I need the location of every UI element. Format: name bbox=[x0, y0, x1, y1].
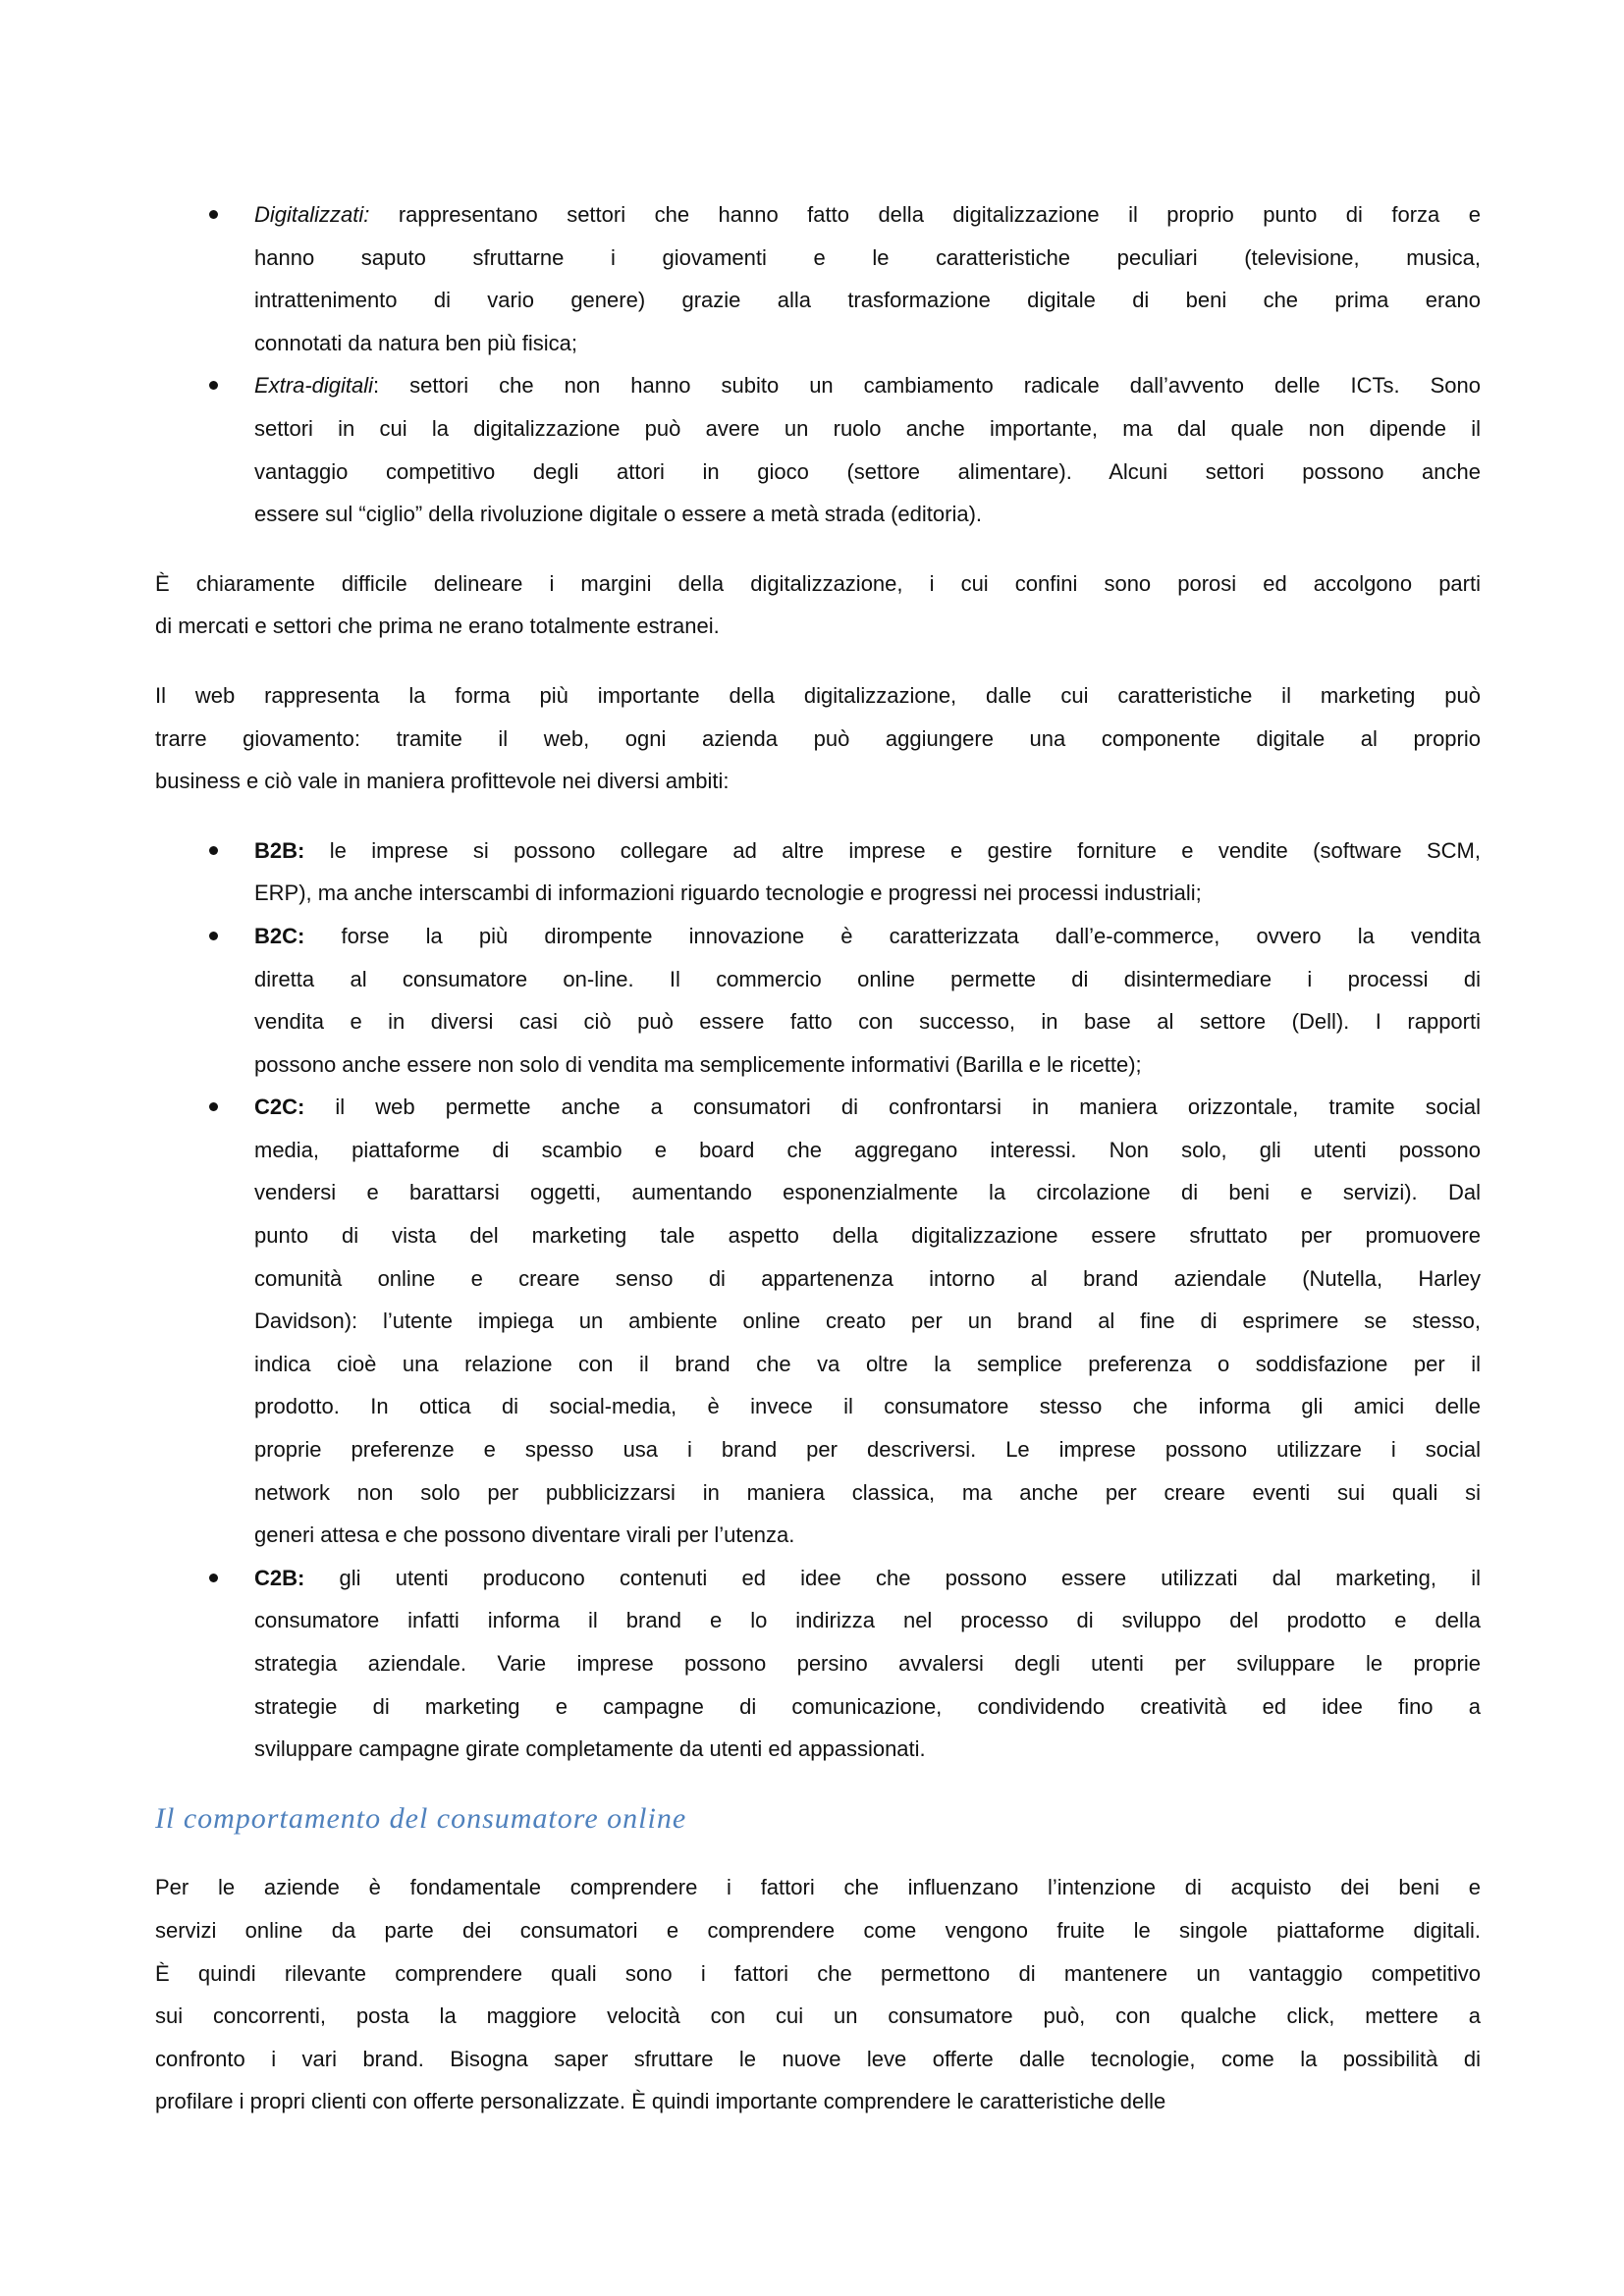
text-line: settori in cui la digitalizzazione può avere un ruolo anche importante, ma dal quale non dipende il bbox=[254, 415, 1481, 441]
item-term: B2C: bbox=[254, 923, 305, 948]
text-line bbox=[254, 915, 1481, 958]
list-item bbox=[155, 915, 1481, 1086]
text-line: Davidson): l’utente impiega un ambiente online creato per un brand al fine di esprimere se stesso, bbox=[254, 1308, 1481, 1334]
text-line: sui concorrenti, posta la maggiore velocità con cui un consumatore può, con qualche click, mettere a bbox=[155, 2003, 1481, 2029]
text-line bbox=[254, 193, 1481, 237]
text-line: generi attesa e che possono diventare virali per l’utenza. bbox=[254, 1522, 795, 1548]
list-item bbox=[155, 1557, 1481, 1771]
item-text: gli utenti producono contenuti ed idee che possono essere utilizzati dal marketing, il bbox=[304, 1565, 1481, 1590]
text-line: È chiaramente difficile delineare i margini della digitalizzazione, i cui confini sono porosi ed accolgono parti bbox=[155, 570, 1481, 596]
text-line: media, piattaforme di scambio e board che aggregano interessi. Non solo, gli utenti possono bbox=[254, 1137, 1481, 1162]
paragraph-consumer bbox=[155, 1866, 1481, 2123]
text-line: proprie preferenze e spesso usa i brand per descriversi. Le imprese possono utilizzare i social bbox=[254, 1437, 1481, 1463]
bullet-icon bbox=[209, 381, 218, 390]
text-line: hanno saputo sfruttarne i giovamenti e le caratteristiche peculiari (televisione, musica, bbox=[254, 244, 1481, 270]
text-line bbox=[254, 364, 1481, 407]
text-line: business e ciò vale in maniera profittevole nei diversi ambiti: bbox=[155, 769, 730, 794]
text-line: vendita e in diversi casi ciò può essere fatto con successo, in base al settore (Dell). I rapporti bbox=[254, 1009, 1481, 1035]
item-text: : settori che non hanno subito un cambiamento radicale dall’avvento delle ICTs. Sono bbox=[373, 373, 1481, 399]
item-term: C2B: bbox=[254, 1565, 305, 1590]
text-line: trarre giovamento: tramite il web, ogni azienda può aggiungere una componente digitale al proprio bbox=[155, 725, 1481, 751]
item-term: Digitalizzati: bbox=[254, 202, 370, 227]
text-line: sviluppare campagne girate completamente da utenti ed appassionati. bbox=[254, 1736, 926, 1762]
item-text: il web permette anche a consumatori di confrontarsi in maniera orizzontale, tramite social bbox=[304, 1095, 1481, 1120]
section-heading: Il comportamento del consumatore online bbox=[155, 1801, 687, 1835]
paragraph-web bbox=[155, 674, 1481, 803]
text-line: intrattenimento di vario genere) grazie alla trasformazione digitale di beni che prima erano bbox=[254, 288, 1481, 313]
text-line: Per le aziende è fondamentale comprendere i fattori che influenzano l’intenzione di acquisto dei beni e bbox=[155, 1875, 1481, 1900]
text-line: strategie di marketing e campagne di comunicazione, condividendo creatività ed idee fino a bbox=[254, 1693, 1481, 1719]
text-line: confronto i vari brand. Bisogna saper sfruttare le nuove leve offerte dalle tecnologie, come la possibilità di bbox=[155, 2046, 1481, 2071]
text-line: servizi online da parte dei consumatori e comprendere come vengono fruite le singole piattaforme digitali. bbox=[155, 1917, 1481, 1943]
text-line: indica cioè una relazione con il brand che va oltre la semplice preferenza o soddisfazione per il bbox=[254, 1351, 1481, 1376]
list-item bbox=[155, 1086, 1481, 1557]
bullet-icon bbox=[209, 1102, 218, 1111]
sector-list bbox=[155, 193, 1481, 536]
list-item bbox=[155, 829, 1481, 915]
text-line: connotati da natura ben più fisica; bbox=[254, 330, 578, 355]
list-item bbox=[155, 364, 1481, 535]
item-term: B2B: bbox=[254, 837, 305, 863]
text-line: comunità online e creare senso di appartenenza intorno al brand aziendale (Nutella, Harley bbox=[254, 1265, 1481, 1291]
text-line bbox=[254, 1086, 1481, 1129]
text-line: essere sul “ciglio” della rivoluzione digitale o essere a metà strada (editoria). bbox=[254, 502, 983, 527]
text-line: Il web rappresenta la forma più importante della digitalizzazione, dalle cui caratteristiche il marketing può bbox=[155, 682, 1481, 708]
document-body bbox=[155, 193, 1481, 2150]
text-line: vantaggio competitivo degli attori in gioco (settore alimentare). Alcuni settori possono anche bbox=[254, 458, 1481, 484]
item-text: forse la più dirompente innovazione è caratterizzata dall’e-commerce, ovvero la vendita bbox=[304, 923, 1481, 948]
text-line: strategia aziendale. Varie imprese possono persino avvalersi degli utenti per sviluppare le proprie bbox=[254, 1651, 1481, 1676]
bullet-icon bbox=[209, 1574, 218, 1582]
item-text: rappresentano settori che hanno fatto della digitalizzazione il proprio punto di forza e bbox=[369, 202, 1481, 227]
text-line: network non solo per pubblicizzarsi in maniera classica, ma anche per creare eventi sui quali si bbox=[254, 1479, 1481, 1505]
text-line bbox=[254, 829, 1481, 873]
item-term: C2C: bbox=[254, 1095, 305, 1120]
bullet-icon bbox=[209, 932, 218, 940]
item-term: Extra-digitali bbox=[254, 373, 374, 399]
text-line bbox=[254, 1557, 1481, 1600]
text-line: punto di vista del marketing tale aspetto della digitalizzazione essere sfruttato per promuovere bbox=[254, 1223, 1481, 1249]
text-line: È quindi rilevante comprendere quali sono i fattori che permettono di mantenere un vantaggio competitivo bbox=[155, 1960, 1481, 1986]
text-line: profilare i propri clienti con offerte personalizzate. È quindi importante comprendere le caratteristiche delle bbox=[155, 2089, 1166, 2114]
text-line: diretta al consumatore on-line. Il commercio online permette di disintermediare i processi di bbox=[254, 966, 1481, 991]
text-line: possono anche essere non solo di vendita ma semplicemente informativi (Barilla e le ricette); bbox=[254, 1051, 1142, 1077]
item-text: le imprese si possono collegare ad altre imprese e gestire forniture e vendite (software SCM, bbox=[304, 837, 1481, 863]
text-line: di mercati e settori che prima ne erano totalmente estranei. bbox=[155, 614, 720, 639]
paragraph-margins bbox=[155, 562, 1481, 648]
business-model-list bbox=[155, 829, 1481, 1771]
list-item bbox=[155, 193, 1481, 364]
text-line: ERP), ma anche interscambi di informazioni riguardo tecnologie e progressi nei processi industriali; bbox=[254, 881, 1202, 906]
text-line: consumatore infatti informa il brand e lo indirizza nel processo di sviluppo del prodotto e della bbox=[254, 1608, 1481, 1633]
text-line: prodotto. In ottica di social-media, è invece il consumatore stesso che informa gli amici delle bbox=[254, 1394, 1481, 1419]
bullet-icon bbox=[209, 210, 218, 219]
text-line: vendersi e barattarsi oggetti, aumentando esponenzialmente la circolazione di beni e servizi). Dal bbox=[254, 1180, 1481, 1205]
bullet-icon bbox=[209, 846, 218, 855]
